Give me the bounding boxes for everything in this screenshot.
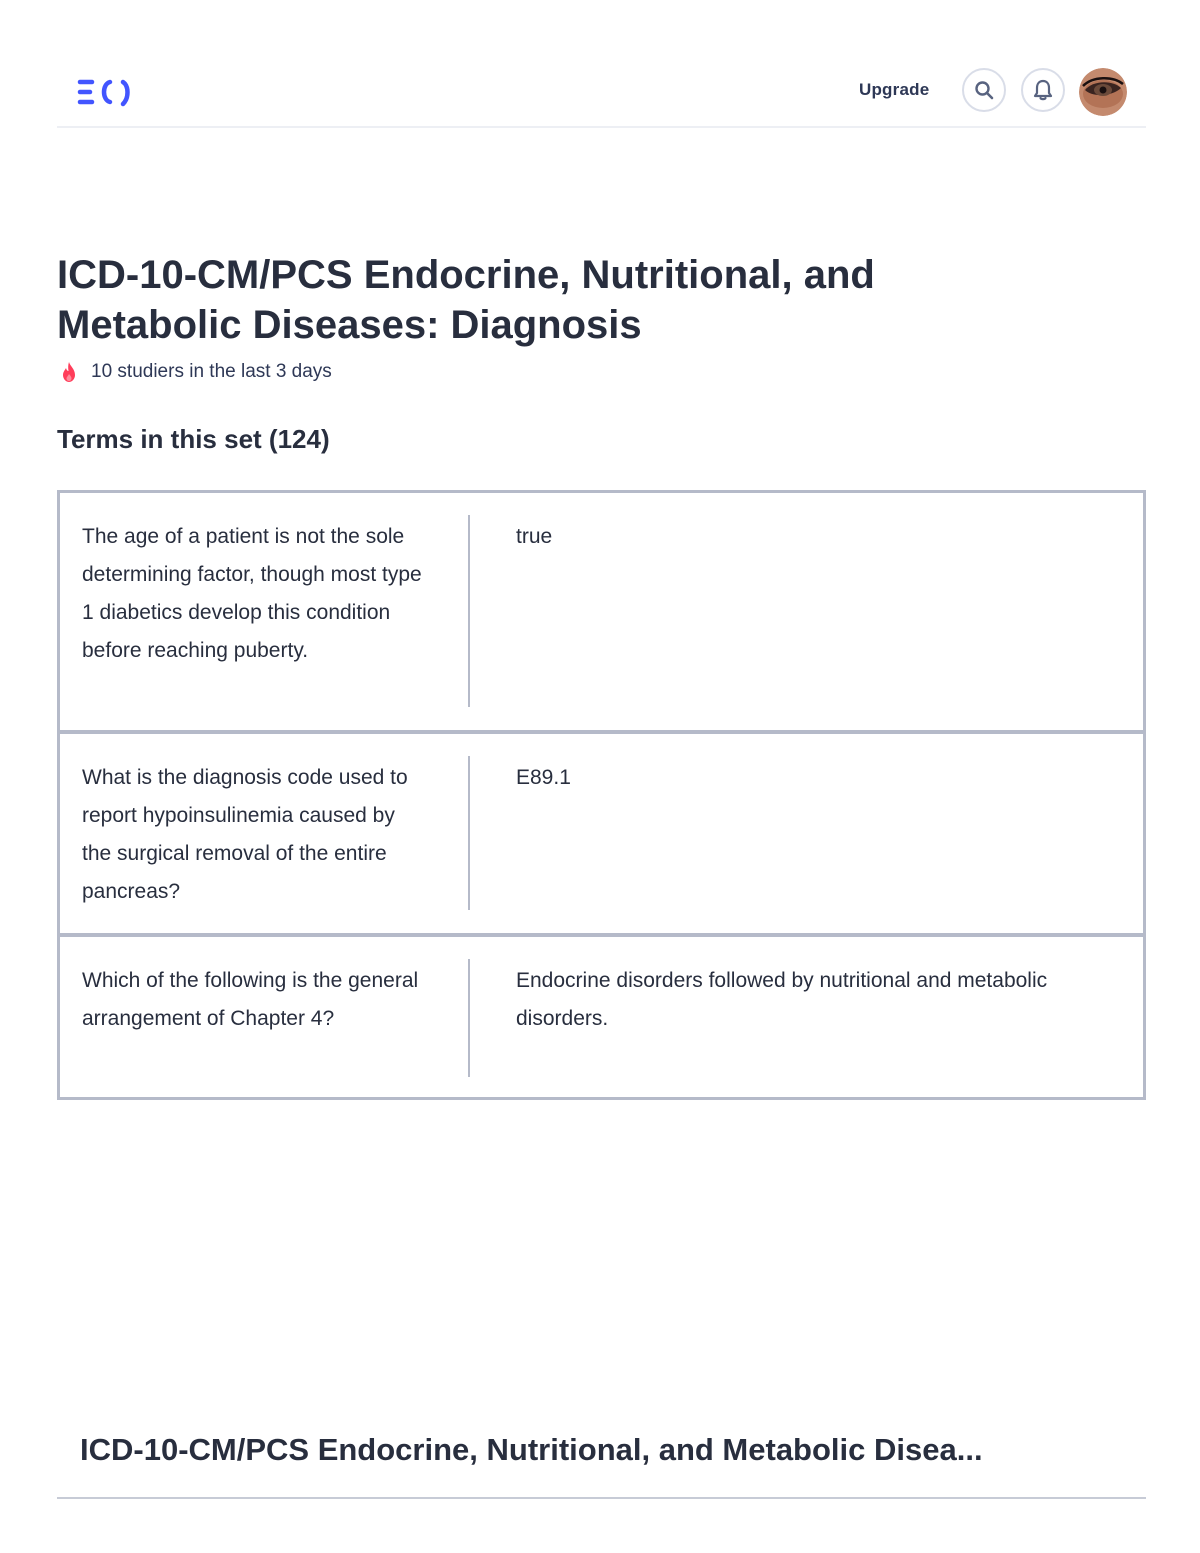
studiers-text: 10 studiers in the last 3 days xyxy=(91,361,332,382)
definition-text: true xyxy=(516,525,553,548)
notifications-button[interactable] xyxy=(1021,68,1065,112)
definition-text: E89.1 xyxy=(516,766,571,789)
card-divider xyxy=(468,959,470,1077)
search-button[interactable] xyxy=(962,68,1006,112)
flame-icon xyxy=(57,360,81,384)
upgrade-link[interactable]: Upgrade xyxy=(859,80,930,99)
term-text: What is the diagnosis code used to report hypoinsulinemia caused by the surgical removal of the entire pancreas? xyxy=(82,766,408,903)
user-avatar[interactable] xyxy=(1079,68,1127,116)
term-text: Which of the following is the general arrangement of Chapter 4? xyxy=(82,969,419,1030)
term-text: The age of a patient is not the sole determining factor, though most type 1 diabetics develop this condition before reaching puberty. xyxy=(82,525,422,662)
term-card[interactable] xyxy=(57,731,1146,936)
terms-heading: Terms in this set (124) xyxy=(57,424,330,454)
studiers-info xyxy=(57,360,332,384)
term-card[interactable] xyxy=(57,490,1146,733)
brand-logo-icon[interactable] xyxy=(77,76,131,108)
bell-icon xyxy=(1033,79,1053,101)
card-divider xyxy=(468,756,470,910)
footer-set-title: ICD-10-CM/PCS Endocrine, Nutritional, and Metabolic Disea... xyxy=(80,1432,983,1467)
card-divider xyxy=(468,515,470,707)
definition-text: Endocrine disorders followed by nutritional and metabolic disorders. xyxy=(516,969,1048,1030)
avatar-image xyxy=(1079,68,1127,116)
term-card[interactable] xyxy=(57,934,1146,1100)
footer-divider xyxy=(57,1497,1146,1499)
top-nav xyxy=(57,62,1146,128)
set-title: ICD-10-CM/PCS Endocrine, Nutritional, and Metabolic Diseases: Diagnosis xyxy=(57,253,875,347)
search-icon xyxy=(974,80,994,100)
